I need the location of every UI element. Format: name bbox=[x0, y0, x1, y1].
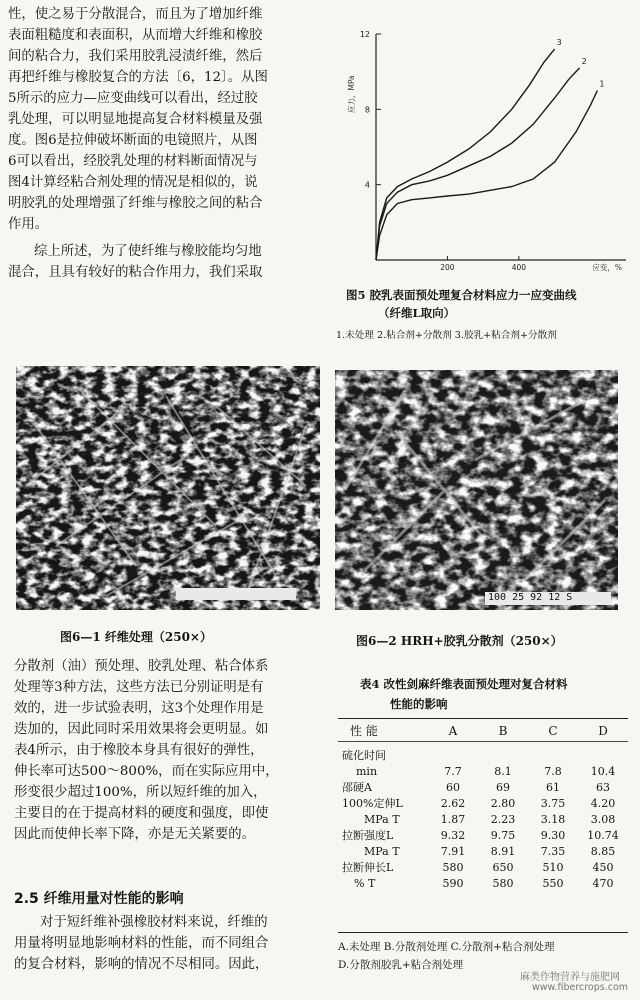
text-line: 6可以看出，经胶乳处理的材料断面情况与 bbox=[8, 154, 258, 169]
table-row bbox=[340, 827, 628, 843]
y-tick-label: 4 bbox=[364, 180, 370, 190]
table-cell: 2.62 bbox=[440, 796, 466, 810]
table-cell: 9.30 bbox=[540, 828, 566, 842]
series-label-3: 3 bbox=[556, 38, 562, 48]
text-line: 对于短纤维补强橡胶材料来说，纤维的 bbox=[40, 915, 268, 930]
text-line: 明胶乳的处理增强了纤维与橡胶之间的粘合 bbox=[8, 196, 263, 211]
table-cell: 3.75 bbox=[540, 796, 566, 810]
text-line: 分散剂（油）预处理、胶乳处理、粘合体系 bbox=[14, 659, 269, 674]
table-top-rule bbox=[338, 718, 628, 719]
text-line: 用量将明显地影响材料的性能，而不同组合 bbox=[14, 936, 269, 951]
y-tick-label: 8 bbox=[364, 105, 370, 115]
text-line: 图4计算经粘合剂处理的情况是相似的，说 bbox=[8, 175, 258, 190]
table-cell: 470 bbox=[592, 876, 614, 890]
x-axis-label: 应变，% bbox=[592, 263, 622, 272]
row-label: 拉断伸长L bbox=[342, 861, 394, 874]
stress-strain-chart bbox=[336, 22, 636, 272]
text-line: 性，使之易于分散混合，而且为了增加纤维 bbox=[8, 7, 263, 22]
table-cell: 580 bbox=[442, 860, 464, 874]
text-line: 再把纤维与橡胶复合的方法〔6，12〕。从图 bbox=[8, 70, 268, 85]
series-label-2: 2 bbox=[581, 56, 587, 66]
text-line: 效的，进一步试验表明，这3个处理作用是 bbox=[14, 701, 264, 716]
text-line: 因此而使伸长率下降，亦是无关紧要的。 bbox=[14, 827, 256, 842]
table-row bbox=[340, 811, 628, 827]
sem-photo-fiber-treated bbox=[16, 366, 320, 610]
header-cell: A bbox=[448, 723, 458, 738]
header-cell: D bbox=[598, 723, 608, 738]
figure5-caption: 图5 胶乳表面预处理复合材料应力一应变曲线 bbox=[346, 288, 577, 302]
row-label: 100%定伸L bbox=[342, 797, 403, 810]
y-axis-label: 应力，MPa bbox=[347, 75, 356, 114]
text-line: 度。图6是拉伸破坏断面的电镜照片，从图 bbox=[8, 133, 258, 148]
scale-bar bbox=[176, 588, 296, 600]
text-line: 混合，且具有较好的粘合作用力，我们采取 bbox=[8, 265, 263, 280]
watermark-text: 麻类作物营养与施肥网 bbox=[520, 972, 620, 983]
text-line: 乳处理，可以明显地提高复合材料模量及强 bbox=[8, 112, 263, 127]
table-row bbox=[340, 747, 628, 763]
x-tick-label: 200 bbox=[440, 263, 455, 272]
sem-photo-hrh-latex bbox=[335, 370, 618, 610]
series-line-2 bbox=[376, 68, 580, 260]
header-cell: C bbox=[548, 723, 558, 738]
table-cell: 3.08 bbox=[590, 812, 616, 826]
header-cell: B bbox=[498, 723, 508, 738]
text-line: 主要目的在于提高材料的硬度和强度，即使 bbox=[14, 806, 269, 821]
table-cell: 580 bbox=[492, 876, 514, 890]
text-line: 5所示的应力—应变曲线可以看出，经过胶 bbox=[8, 91, 258, 106]
table4-footnote: A.未处理 B.分散剂处理 C.分散剂+粘合剂处理 bbox=[338, 941, 555, 953]
table-row bbox=[340, 779, 628, 795]
text-line: 表4所示，由于橡胶本身具有很好的弹性， bbox=[14, 743, 264, 758]
table4-grid bbox=[340, 722, 628, 891]
y-tick-label: 12 bbox=[359, 30, 370, 39]
table-cell: 60 bbox=[446, 780, 460, 794]
table-cell: 9.32 bbox=[440, 828, 466, 842]
table-cell: 63 bbox=[596, 780, 610, 794]
body-paragraph-section bbox=[14, 912, 320, 975]
table-row bbox=[340, 875, 628, 891]
table-cell: 2.80 bbox=[490, 796, 516, 810]
table-row bbox=[340, 763, 628, 779]
photo2-scale-text: 100 25 92 12 S bbox=[485, 592, 611, 605]
table-cell: 69 bbox=[496, 780, 510, 794]
text-line: 形变很少超过100%，所以短纤维的加入， bbox=[14, 785, 267, 800]
text-line: 的复合材料，影响的情况不尽相同。因此， bbox=[14, 957, 269, 972]
table-cell: 1.87 bbox=[440, 812, 466, 826]
text-line: 处理等3种方法，这些方法已分别证明是有 bbox=[14, 680, 264, 695]
table-cell: 4.20 bbox=[590, 796, 616, 810]
table4-title: 表4 改性剑麻纤维表面预处理对复合材料 bbox=[360, 677, 568, 691]
photo2-caption: 图6—2 HRH+胶乳分散剂（250×） bbox=[356, 634, 563, 648]
figure5-caption-sub: （纤维L取向） bbox=[378, 306, 456, 320]
body-paragraph-bottom bbox=[14, 656, 320, 845]
table-cell: 7.7 bbox=[444, 764, 462, 778]
table-cell: 10.74 bbox=[587, 828, 619, 842]
text-line: 间的粘合力，我们采用胶乳浸渍纤维，然后 bbox=[8, 49, 263, 64]
table-cell: 9.75 bbox=[490, 828, 516, 842]
figure5-legend: 1.未处理 2.粘合剂+分散剂 3.胶乳+粘合剂+分散剂 bbox=[336, 330, 557, 341]
text-line: 作用。 bbox=[8, 217, 49, 232]
row-label: % T bbox=[354, 876, 376, 890]
table-cell: 590 bbox=[442, 876, 464, 890]
watermark-url: www.fibercrops.com bbox=[532, 982, 629, 993]
text-line: 迭加的，因此同时采用效果将会更明显。如 bbox=[14, 722, 269, 737]
row-label: 邵硬A bbox=[342, 781, 372, 794]
table-cell: 450 bbox=[592, 860, 614, 874]
table-row bbox=[340, 843, 628, 859]
text-line: 综上所述，为了使纤维与橡胶能均匀地 bbox=[34, 244, 262, 259]
section-heading: 2.5 纤维用量对性能的影响 bbox=[14, 891, 184, 907]
table-cell: 650 bbox=[492, 860, 514, 874]
table-cell: 10.4 bbox=[590, 764, 616, 778]
table-cell: 3.18 bbox=[540, 812, 566, 826]
text-line: 表面粗糙度和表面积，从而增大纤维和橡胶 bbox=[8, 28, 263, 43]
text-line: 伸长率可达500～800%，而在实际应用中， bbox=[14, 764, 279, 779]
table-cell: 8.1 bbox=[494, 764, 512, 778]
table-row bbox=[340, 795, 628, 811]
table-cell: 7.91 bbox=[440, 844, 466, 858]
series-line-1 bbox=[376, 91, 597, 261]
table-cell: 8.91 bbox=[490, 844, 516, 858]
table-cell: 7.35 bbox=[540, 844, 566, 858]
row-label: 硫化时间 bbox=[342, 749, 386, 762]
header-cell: 性 能 bbox=[350, 724, 378, 738]
row-label: min bbox=[356, 764, 378, 778]
row-label: MPa T bbox=[364, 844, 400, 858]
table-header-row bbox=[340, 722, 628, 739]
row-label: MPa T bbox=[364, 812, 400, 826]
table-bottom-rule bbox=[338, 932, 628, 933]
table-row bbox=[340, 859, 628, 875]
series-label-1: 1 bbox=[599, 79, 605, 89]
series-line-3 bbox=[376, 49, 555, 260]
x-tick-label: 400 bbox=[511, 263, 527, 272]
table-cell: 2.23 bbox=[490, 812, 516, 826]
table-cell: 61 bbox=[546, 780, 560, 794]
table-cell: 7.8 bbox=[544, 764, 562, 778]
table-cell: 510 bbox=[542, 860, 564, 874]
table4-title-sub: 性能的影响 bbox=[390, 697, 448, 711]
body-paragraph-top bbox=[8, 4, 320, 283]
table4-footnote-2: D.分散剂胶乳+粘合剂处理 bbox=[338, 959, 464, 971]
photo1-caption: 图6—1 纤维处理（250×） bbox=[60, 630, 212, 644]
table-cell: 550 bbox=[542, 876, 564, 890]
table-cell: 8.85 bbox=[590, 844, 616, 858]
table4 bbox=[340, 722, 628, 891]
row-label: 拉断强度L bbox=[342, 829, 394, 842]
